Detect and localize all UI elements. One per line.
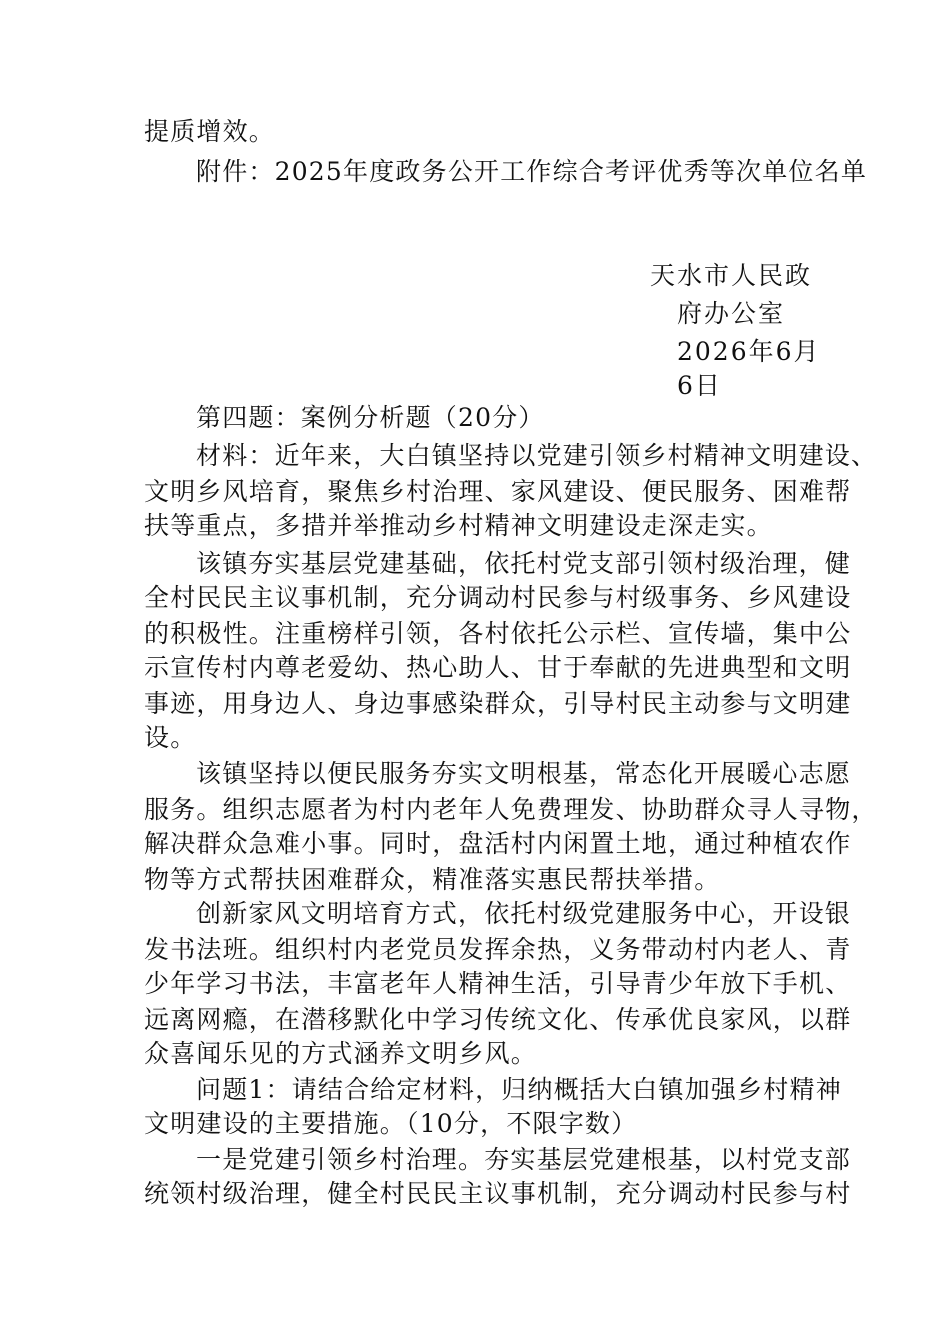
text-line: 该镇坚持以便民服务夯实文明根基，常态化开展暖心志愿 — [196, 759, 852, 788]
signature-org-line2: 府办公室 — [677, 299, 786, 328]
text-line: 扶等重点，多措并举推动乡村精神文明建设走深走实。 — [144, 511, 773, 540]
question-line: 文明建设的主要措施。（10分，不限字数） — [144, 1109, 638, 1138]
text-line: 提质增效。 — [144, 117, 276, 146]
text-line: 事迹，用身边人、身边事感染群众，引导村民主动参与文明建 — [144, 689, 852, 718]
text-line: 解决群众急难小事。同时，盘活村内闲置土地，通过种植农作 — [144, 829, 852, 858]
text-line: 文明乡风培育，聚焦乡村治理、家风建设、便民服务、困难帮 — [144, 477, 852, 506]
text-line: 少年学习书法，丰富老年人精神生活，引导青少年放下手机、 — [144, 969, 852, 998]
signature-date-line2: 6日 — [677, 371, 722, 400]
text-line: 物等方式帮扶困难群众，精准落实惠民帮扶举措。 — [144, 865, 721, 894]
question-heading: 第四题：案例分析题（20分） — [196, 403, 545, 432]
text-line: 该镇夯实基层党建基础，依托村党支部引领村级治理，健 — [196, 549, 852, 578]
question-line: 问题1：请结合给定材料，归纳概括大白镇加强乡村精神 — [196, 1075, 842, 1104]
text-line: 远离网瘾，在潜移默化中学习传统文化、传承优良家风，以群 — [144, 1005, 852, 1034]
text-line: 众喜闻乐见的方式涵养文明乡风。 — [144, 1039, 538, 1068]
text-line: 服务。组织志愿者为村内老年人免费理发、协助群众寻人寻物， — [144, 795, 878, 824]
signature-org-line1: 天水市人民政 — [650, 261, 813, 290]
text-line: 设。 — [144, 723, 197, 752]
answer-line: 一是党建引领乡村治理。夯实基层党建根基，以村党支部 — [196, 1145, 852, 1174]
text-line: 材料：近年来，大白镇坚持以党建引领乡村精神文明建设、 — [196, 441, 878, 470]
text-line: 发书法班。组织村内老党员发挥余热，义务带动村内老人、青 — [144, 935, 852, 964]
text-line: 的积极性。注重榜样引领，各村依托公示栏、宣传墙，集中公 — [144, 619, 852, 648]
text-line: 创新家风文明培育方式，依托村级党建服务中心，开设银 — [196, 899, 852, 928]
answer-line: 统领村级治理，健全村民民主议事机制，充分调动村民参与村 — [144, 1179, 852, 1208]
text-line: 全村民民主议事机制，充分调动村民参与村级事务、乡风建设 — [144, 583, 852, 612]
text-line: 示宣传村内尊老爱幼、热心助人、甘于奉献的先进典型和文明 — [144, 653, 852, 682]
attachment-line: 附件：2025年度政务公开工作综合考评优秀等次单位名单 — [196, 157, 868, 186]
signature-date-line1: 2026年6月 — [677, 337, 821, 366]
